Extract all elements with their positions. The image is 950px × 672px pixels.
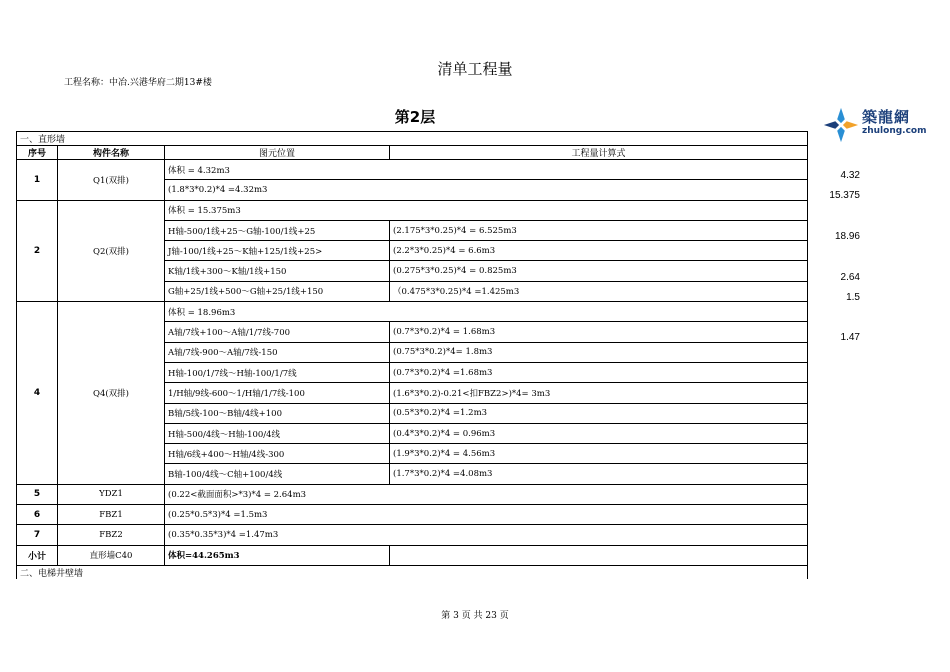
table-row: [17, 160, 808, 180]
row-number: 5: [17, 484, 58, 504]
table-row: [17, 200, 808, 220]
position-cell: J轴-100/1线+25～K轴+125/1线+25>: [165, 241, 390, 261]
side-value: 1.47: [840, 332, 860, 343]
position-cell: H轴-100/1/7线～H轴-100/1/7线: [165, 362, 390, 382]
logo-chinese-text: 築龍網: [862, 108, 911, 126]
component-name: Q2(双排): [58, 200, 165, 301]
position-cell: H轴/6线+400～H轴/4线-300: [165, 444, 390, 464]
header-formula: 工程量计算式: [390, 146, 808, 160]
formula-cell: (0.275*3*0.25)*4 = 0.825m3: [390, 261, 808, 281]
formula-cell: (0.7*3*0.2)*4 = 1.68m3: [390, 322, 808, 342]
component-name: Q4(双排): [58, 302, 165, 485]
formula-cell: (2.175*3*0.25)*4 = 6.525m3: [390, 220, 808, 240]
position-cell: A轴/7线+100～A轴/1/7线-700: [165, 322, 390, 342]
position-cell: B轴-100/4线～C轴+100/4线: [165, 464, 390, 484]
component-name: FBZ2: [58, 525, 165, 545]
page-footer: 第 3 页 共 23 页: [441, 611, 509, 621]
side-value: 18.96: [834, 231, 860, 242]
subtotal-row: [17, 545, 808, 565]
section-title: 二、电梯井壁墙: [17, 565, 808, 579]
header-no: 序号: [17, 146, 58, 160]
volume-cell: 体积 = 4.32m3: [165, 160, 808, 180]
subtotal-empty: [390, 545, 808, 565]
section-title: 一、直形墙: [17, 132, 808, 146]
position-cell: B轴/5线-100～B轴/4线+100: [165, 403, 390, 423]
position-cell: A轴/7线-900～A轴/7线-150: [165, 342, 390, 362]
side-value: 4.32: [840, 170, 860, 181]
subtotal-label: 小计: [17, 545, 58, 565]
header-row: [17, 146, 808, 160]
side-value: 15.375: [829, 190, 860, 201]
formula-cell: (1.9*3*0.2)*4 = 4.56m3: [390, 444, 808, 464]
subtotal-name: 直形墙C40: [58, 545, 165, 565]
zhulong-logo: [822, 102, 940, 150]
table-row: [17, 302, 808, 322]
formula-cell: (1.6*3*0.2)-0.21<扣FBZ2>)*4= 3m3: [390, 383, 808, 403]
position-cell: H轴-500/1线+25～G轴-100/1线+25: [165, 220, 390, 240]
formula-cell: (0.35*0.35*3)*4 =1.47m3: [165, 525, 808, 545]
formula-cell: （0.475*3*0.25)*4 =1.425m3: [390, 281, 808, 301]
component-name: YDZ1: [58, 484, 165, 504]
subtotal-volume: 体积=44.265m3: [165, 545, 390, 565]
header-position: 图元位置: [165, 146, 390, 160]
logo-url-text: zhulong.com: [862, 126, 927, 136]
formula-cell: (1.8*3*0.2)*4 =4.32m3: [165, 180, 808, 200]
side-value: 1.5: [846, 292, 860, 303]
component-name: Q1(双排): [58, 160, 165, 201]
row-number: 1: [17, 160, 58, 201]
formula-cell: (2.2*3*0.25)*4 = 6.6m3: [390, 241, 808, 261]
row-number: 7: [17, 525, 58, 545]
position-cell: G轴+25/1线+500～G轴+25/1线+150: [165, 281, 390, 301]
side-value: 2.64: [840, 272, 860, 283]
formula-cell: (1.7*3*0.2)*4 =4.08m3: [390, 464, 808, 484]
project-name: 工程名称：中冶.兴港华府二期13#楼: [64, 78, 212, 88]
section-row: [17, 565, 808, 579]
position-cell: 1/H轴/9线-600～1/H轴/1/7线-100: [165, 383, 390, 403]
position-cell: K轴/1线+300～K轴/1线+150: [165, 261, 390, 281]
header-component: 构件名称: [58, 146, 165, 160]
formula-cell: (0.22<截面面积>*3)*4 = 2.64m3: [165, 484, 808, 504]
table-row: [17, 505, 808, 525]
formula-cell: (0.7*3*0.2)*4 =1.68m3: [390, 362, 808, 382]
row-number: 6: [17, 505, 58, 525]
section-row: [17, 132, 808, 146]
formula-cell: (0.25*0.5*3)*4 =1.5m3: [165, 505, 808, 525]
document-title: 清单工程量: [437, 60, 513, 78]
row-number: 4: [17, 302, 58, 485]
volume-cell: 体积 = 18.96m3: [165, 302, 808, 322]
floor-title: 第2层: [394, 108, 436, 126]
component-name: FBZ1: [58, 505, 165, 525]
position-cell: H轴-500/4线～H轴-100/4线: [165, 423, 390, 443]
quantity-table: [16, 131, 808, 579]
formula-cell: (0.5*3*0.2)*4 =1.2m3: [390, 403, 808, 423]
formula-cell: (0.4*3*0.2)*4 = 0.96m3: [390, 423, 808, 443]
table-row: [17, 484, 808, 504]
volume-cell: 体积 = 15.375m3: [165, 200, 808, 220]
row-number: 2: [17, 200, 58, 301]
formula-cell: (0.75*3*0.2)*4= 1.8m3: [390, 342, 808, 362]
table-row: [17, 525, 808, 545]
zhulong-logo-icon: [822, 106, 860, 144]
